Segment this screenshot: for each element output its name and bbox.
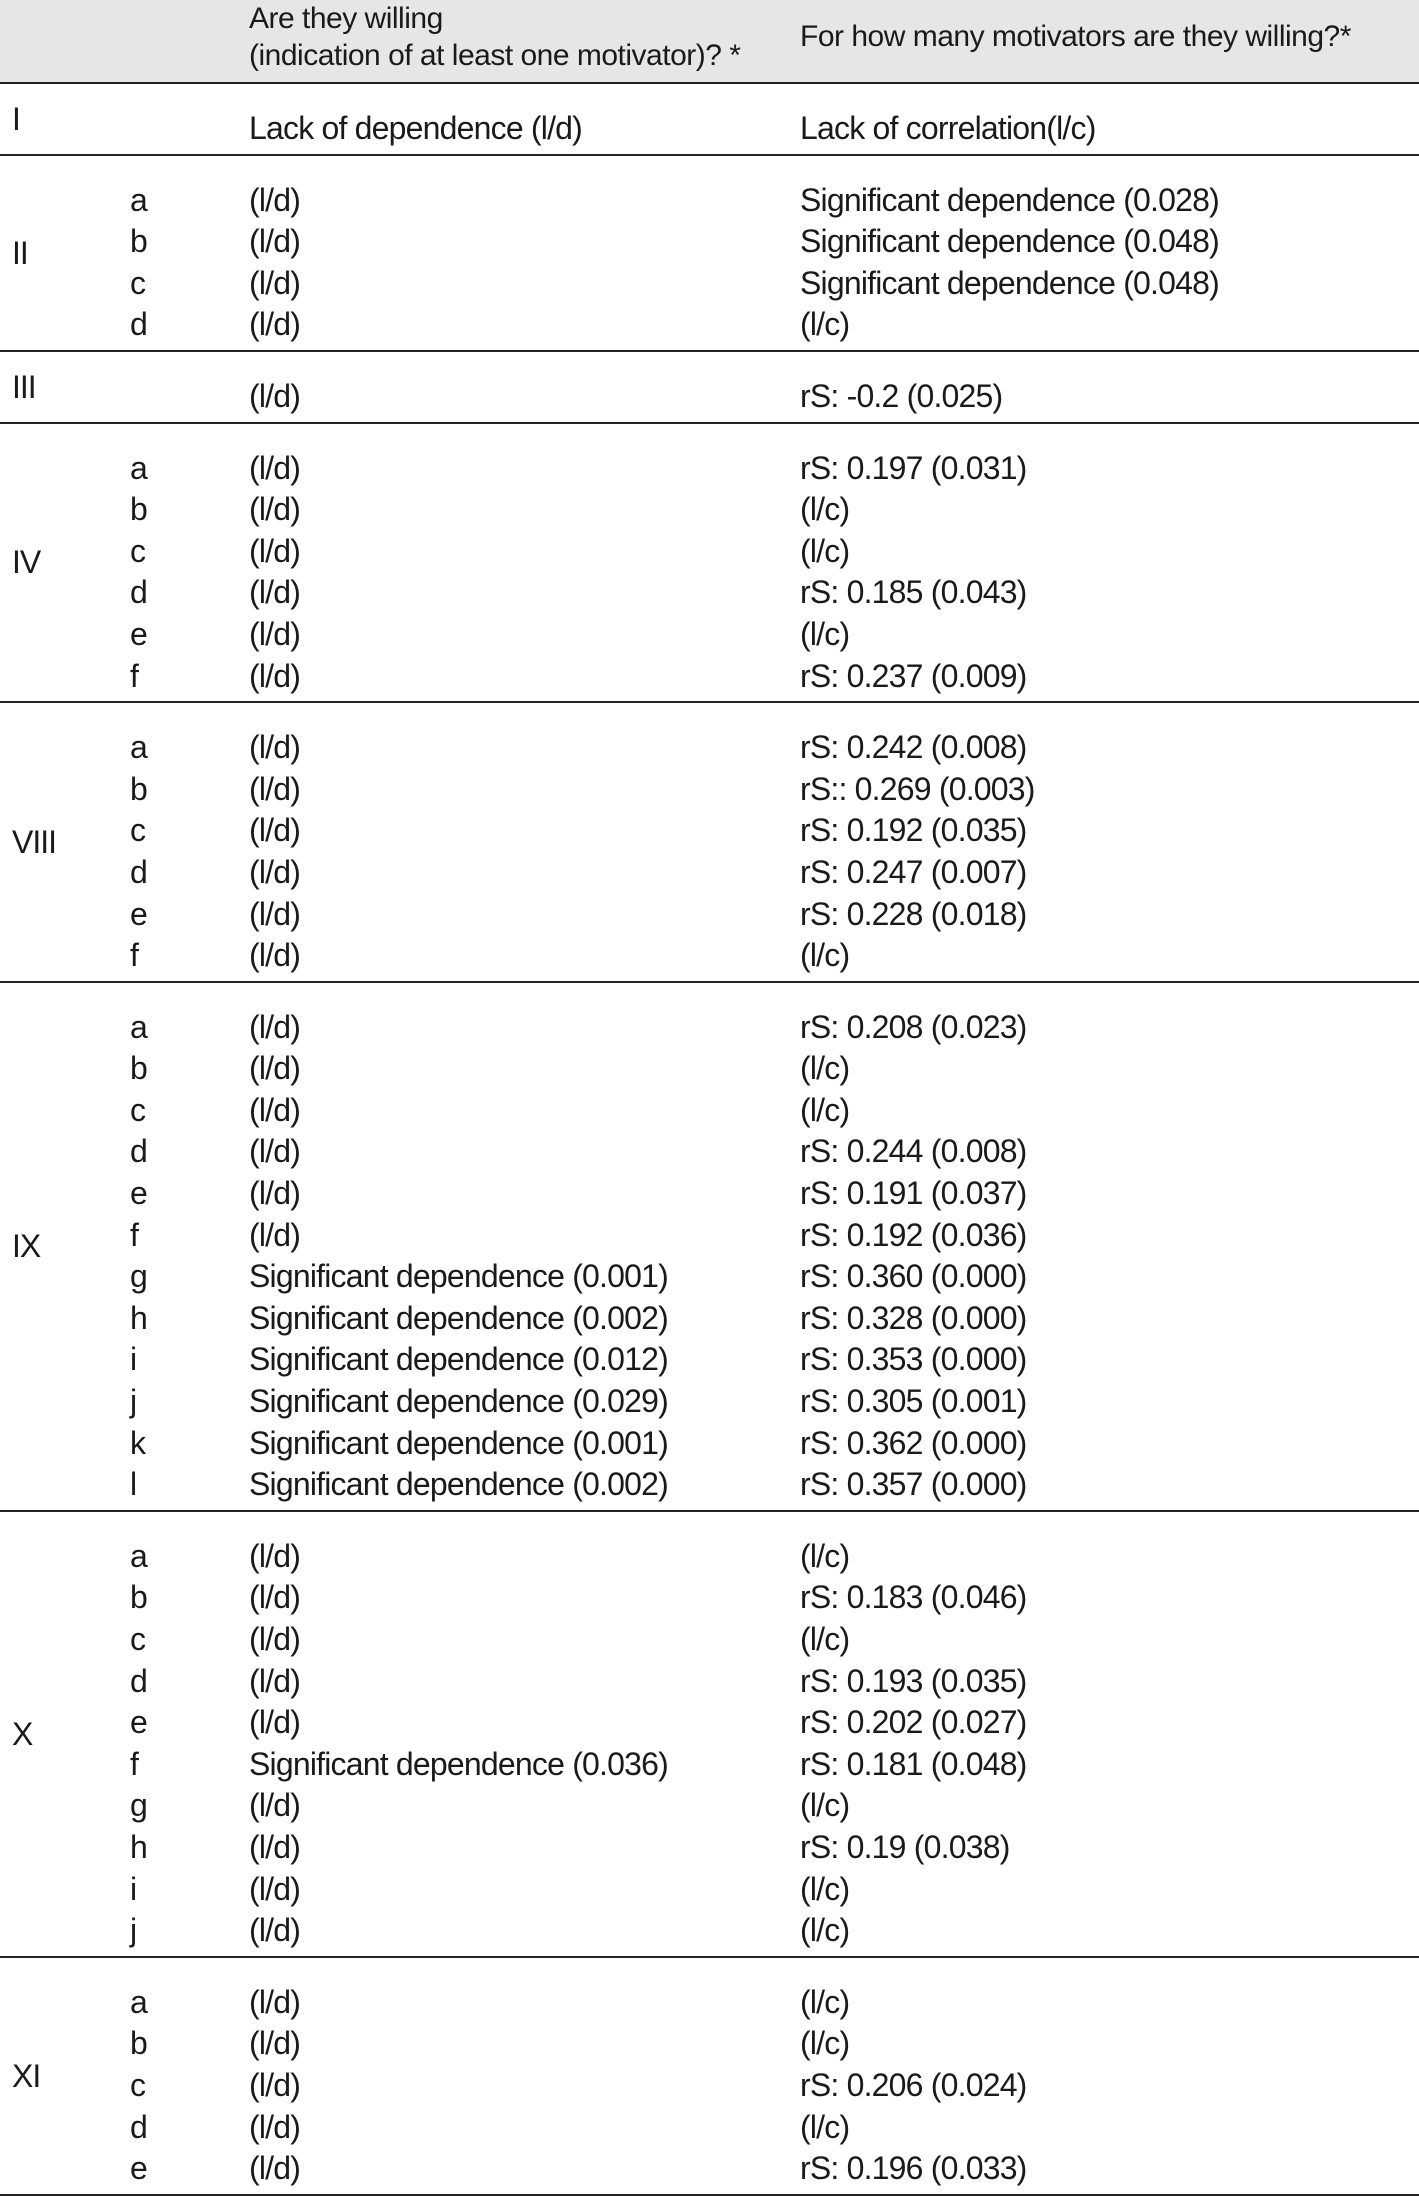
- willingness-result: (l/d): [249, 1579, 301, 1616]
- table-row: [0, 572, 1419, 614]
- column-header-willing: [249, 0, 740, 74]
- table-row: [0, 769, 1419, 811]
- willingness-result: (l/d): [249, 853, 301, 890]
- sub-item-letter: f: [130, 1216, 139, 1253]
- motivator-count-result: (l/c): [800, 1983, 850, 2020]
- row-group: [0, 1512, 1419, 1958]
- motivator-count-result: (l/c): [800, 1870, 850, 1907]
- willingness-result: (l/d): [249, 895, 301, 932]
- table-row: [0, 180, 1419, 222]
- table-row: [0, 1007, 1419, 1049]
- table-row: [0, 1869, 1419, 1911]
- sub-item-letter: b: [130, 2025, 147, 2062]
- willingness-result: (l/d): [249, 1133, 301, 1170]
- column-header-willing-line1: Are they willing: [249, 2, 443, 35]
- table-row: [0, 1381, 1419, 1423]
- willingness-result: (l/d): [249, 770, 301, 807]
- row-group: [0, 424, 1419, 704]
- motivator-count-result: rS: 0.357 (0.000): [800, 1466, 1027, 1503]
- table-row: [0, 614, 1419, 656]
- willingness-result: (l/d): [249, 223, 301, 260]
- willingness-result: Significant dependence (0.001): [249, 1258, 668, 1295]
- table-row: [0, 1619, 1419, 1661]
- sub-item-letter: j: [130, 1912, 137, 1949]
- motivator-count-result: rS: 0.242 (0.008): [800, 729, 1027, 766]
- sub-item-letter: a: [130, 729, 147, 766]
- motivator-count-result: (l/c): [800, 306, 850, 343]
- group-label: VIII: [12, 823, 57, 860]
- willingness-result: (l/d): [249, 264, 301, 301]
- motivator-count-result: rS: 0.244 (0.008): [800, 1133, 1027, 1170]
- motivator-count-result: (l/c): [800, 2108, 850, 2145]
- sub-item-letter: d: [130, 2108, 147, 2145]
- willingness-result: Significant dependence (0.002): [249, 1466, 668, 1503]
- sub-item-letter: d: [130, 574, 147, 611]
- group-label: XI: [12, 2057, 41, 2094]
- sub-item-letter: j: [130, 1383, 137, 1420]
- table-row: [0, 489, 1419, 531]
- table-row: [0, 304, 1419, 346]
- motivator-count-result: (l/c): [800, 2025, 850, 2062]
- group-rows: [0, 156, 1419, 350]
- motivator-count-result: rS: 0.185 (0.043): [800, 574, 1027, 611]
- motivator-count-result: rS: 0.181 (0.048): [800, 1745, 1027, 1782]
- motivator-count-result: rS: 0.328 (0.000): [800, 1299, 1027, 1336]
- group-rows: [0, 983, 1419, 1510]
- sub-item-letter: k: [130, 1424, 146, 1461]
- sub-item-letter: d: [130, 306, 147, 343]
- row-group: [0, 1958, 1419, 2196]
- motivator-count-result: rS: 0.362 (0.000): [800, 1424, 1027, 1461]
- table-row: [0, 263, 1419, 305]
- motivator-count-result: rS: 0.360 (0.000): [800, 1258, 1027, 1295]
- motivator-count-result: rS: 0.19 (0.038): [800, 1828, 1010, 1865]
- row-group: [0, 84, 1419, 156]
- motivator-count-result: Significant dependence (0.048): [800, 223, 1219, 260]
- motivator-count-result: rS: 0.305 (0.001): [800, 1383, 1027, 1420]
- sub-item-letter: d: [130, 1662, 147, 1699]
- willingness-result: (l/d): [249, 729, 301, 766]
- sub-item-letter: a: [130, 1983, 147, 2020]
- willingness-result: (l/d): [249, 2150, 301, 2187]
- motivator-count-result: rS: 0.353 (0.000): [800, 1341, 1027, 1378]
- willingness-result: Significant dependence (0.002): [249, 1299, 668, 1336]
- motivator-count-result: rS:: 0.269 (0.003): [800, 770, 1035, 807]
- motivator-count-result: rS: -0.2 (0.025): [800, 377, 1003, 414]
- willingness-result: (l/d): [249, 2108, 301, 2145]
- willingness-result: (l/d): [249, 1216, 301, 1253]
- sub-item-letter: c: [130, 532, 146, 569]
- motivator-count-result: (l/c): [800, 491, 850, 528]
- table-row: [0, 1577, 1419, 1619]
- willingness-result: (l/d): [249, 1537, 301, 1574]
- sub-item-letter: h: [130, 1299, 147, 1336]
- table-row: [0, 1048, 1419, 1090]
- willingness-result: (l/d): [249, 306, 301, 343]
- table-row: [0, 531, 1419, 573]
- motivator-count-result: rS: 0.206 (0.024): [800, 2066, 1027, 2103]
- motivator-count-result: rS: 0.193 (0.035): [800, 1662, 1027, 1699]
- willingness-result: (l/d): [249, 574, 301, 611]
- table-row: [0, 1536, 1419, 1578]
- table-row: [0, 376, 1419, 418]
- motivator-count-result: (l/c): [800, 1787, 850, 1824]
- group-label: IX: [12, 1228, 41, 1265]
- sub-item-letter: l: [130, 1466, 137, 1503]
- sub-item-letter: b: [130, 223, 147, 260]
- sub-item-letter: i: [130, 1341, 137, 1378]
- willingness-result: (l/d): [249, 812, 301, 849]
- willingness-result: (l/d): [249, 2066, 301, 2103]
- group-label: I: [12, 100, 20, 137]
- table-row: [0, 1339, 1419, 1381]
- sub-item-letter: b: [130, 491, 147, 528]
- table-row: [0, 221, 1419, 263]
- willingness-result: (l/d): [249, 1828, 301, 1865]
- sub-item-letter: a: [130, 449, 147, 486]
- table-row: [0, 1090, 1419, 1132]
- motivator-count-result: rS: 0.208 (0.023): [800, 1008, 1027, 1045]
- sub-item-letter: i: [130, 1870, 137, 1907]
- group-rows: [0, 1958, 1419, 2194]
- sub-item-letter: e: [130, 1704, 147, 1741]
- motivator-count-result: (l/c): [800, 1621, 850, 1657]
- motivator-count-result: rS: 0.196 (0.033): [800, 2150, 1027, 2187]
- sub-item-letter: f: [130, 657, 139, 694]
- column-header-motivators: For how many motivators are they willing?*: [800, 20, 1351, 53]
- motivator-count-result: rS: 0.237 (0.009): [800, 657, 1027, 694]
- sub-item-letter: d: [130, 1133, 147, 1170]
- table-row: [0, 1173, 1419, 1215]
- row-group: [0, 156, 1419, 352]
- table-row: [0, 1131, 1419, 1173]
- willingness-result: (l/d): [249, 449, 301, 486]
- willingness-result: (l/d): [249, 1704, 301, 1741]
- table-row: [0, 1982, 1419, 2024]
- motivator-count-result: rS: 0.228 (0.018): [800, 895, 1027, 932]
- table-row: [0, 1785, 1419, 1827]
- sub-item-letter: d: [130, 853, 147, 890]
- table-row: [0, 810, 1419, 852]
- sub-item-letter: b: [130, 770, 147, 807]
- sub-item-letter: c: [130, 812, 146, 849]
- table-row: [0, 2148, 1419, 2190]
- row-group: [0, 983, 1419, 1512]
- willingness-result: (l/d): [249, 377, 301, 414]
- motivator-count-result: (l/c): [800, 1537, 850, 1574]
- group-rows: [0, 84, 1419, 154]
- motivator-count-result: Significant dependence (0.028): [800, 181, 1219, 218]
- table-row: [0, 1464, 1419, 1506]
- sub-item-letter: f: [130, 937, 139, 974]
- table-header: [0, 0, 1419, 84]
- willingness-result: (l/d): [249, 181, 301, 218]
- sub-item-letter: a: [130, 1537, 147, 1574]
- table-row: [0, 1910, 1419, 1952]
- motivator-count-result: rS: 0.202 (0.027): [800, 1704, 1027, 1741]
- sub-item-letter: e: [130, 1175, 147, 1212]
- sub-item-letter: a: [130, 181, 147, 218]
- willingness-result: (l/d): [249, 1870, 301, 1907]
- motivator-count-result: Significant dependence (0.048): [800, 264, 1219, 301]
- table-row: [0, 1744, 1419, 1786]
- sub-item-letter: a: [130, 1008, 147, 1045]
- motivator-count-result: rS: 0.192 (0.035): [800, 812, 1027, 849]
- motivator-count-result: (l/c): [800, 1050, 850, 1087]
- table-row: [0, 2107, 1419, 2149]
- column-header-willing-line2: (indication of at least one motivator)? *: [249, 39, 741, 72]
- table-row: [0, 2023, 1419, 2065]
- motivator-count-result: (l/c): [800, 1091, 850, 1128]
- group-rows: [0, 424, 1419, 702]
- table-row: [0, 727, 1419, 769]
- willingness-result: (l/d): [249, 937, 301, 974]
- willingness-result: (l/d): [249, 1912, 301, 1949]
- motivator-count-result: (l/c): [800, 532, 850, 569]
- motivator-count-result: rS: 0.247 (0.007): [800, 853, 1027, 890]
- table-row: [0, 2065, 1419, 2107]
- motivator-count-result: rS: 0.183 (0.046): [800, 1579, 1027, 1616]
- willingness-result: (l/d): [249, 615, 301, 652]
- table-row: [0, 108, 1419, 150]
- sub-item-letter: c: [130, 264, 146, 301]
- sub-item-letter: g: [130, 1258, 147, 1295]
- group-rows: [0, 703, 1419, 981]
- willingness-result: (l/d): [249, 657, 301, 694]
- group-rows: [0, 1512, 1419, 1956]
- willingness-result: (l/d): [249, 1091, 301, 1128]
- sub-item-letter: e: [130, 2150, 147, 2187]
- group-label: III: [12, 368, 36, 405]
- willingness-result: (l/d): [249, 1008, 301, 1045]
- table-row: [0, 1827, 1419, 1869]
- group-label: IV: [12, 544, 41, 581]
- willingness-result: (l/d): [249, 1175, 301, 1212]
- willingness-result: Significant dependence (0.001): [249, 1424, 668, 1461]
- willingness-result: Lack of dependence (l/d): [249, 110, 583, 146]
- willingness-result: (l/d): [249, 1621, 301, 1657]
- row-group: [0, 352, 1419, 424]
- willingness-result: (l/d): [249, 1050, 301, 1087]
- willingness-result: (l/d): [249, 532, 301, 569]
- sub-item-letter: c: [130, 2066, 146, 2103]
- willingness-result: (l/d): [249, 1787, 301, 1824]
- group-label: X: [12, 1715, 33, 1752]
- table-row: [0, 1298, 1419, 1340]
- table-row: [0, 852, 1419, 894]
- sub-item-letter: b: [130, 1579, 147, 1616]
- group-label: II: [12, 234, 28, 271]
- sub-item-letter: e: [130, 895, 147, 932]
- sub-item-letter: f: [130, 1745, 139, 1782]
- willingness-result: Significant dependence (0.029): [249, 1383, 668, 1420]
- motivator-count-result: rS: 0.192 (0.036): [800, 1216, 1027, 1253]
- table-row: [0, 448, 1419, 490]
- motivator-count-result: rS: 0.197 (0.031): [800, 449, 1027, 486]
- willingness-result: Significant dependence (0.012): [249, 1341, 668, 1378]
- table-row: [0, 935, 1419, 977]
- sub-item-letter: g: [130, 1787, 147, 1824]
- table-row: [0, 1256, 1419, 1298]
- willingness-result: Significant dependence (0.036): [249, 1745, 668, 1782]
- motivator-count-result: Lack of correlation(l/c): [800, 110, 1096, 146]
- group-rows: [0, 352, 1419, 422]
- motivator-count-result: (l/c): [800, 937, 850, 974]
- table-row: [0, 1702, 1419, 1744]
- sub-item-letter: c: [130, 1091, 146, 1128]
- table-row: [0, 656, 1419, 698]
- sub-item-letter: e: [130, 615, 147, 652]
- row-group: [0, 703, 1419, 983]
- motivator-count-result: rS: 0.191 (0.037): [800, 1175, 1027, 1212]
- table-row: [0, 1215, 1419, 1257]
- willingness-result: (l/d): [249, 491, 301, 528]
- willingness-result: (l/d): [249, 2025, 301, 2062]
- willingness-result: (l/d): [249, 1983, 301, 2020]
- motivator-count-result: (l/c): [800, 615, 850, 652]
- table-row: [0, 1423, 1419, 1465]
- willingness-result: (l/d): [249, 1662, 301, 1699]
- sub-item-letter: h: [130, 1828, 147, 1865]
- sub-item-letter: b: [130, 1050, 147, 1087]
- table-row: [0, 894, 1419, 936]
- table-body: [0, 84, 1419, 2196]
- sub-item-letter: c: [130, 1621, 146, 1657]
- motivator-count-result: (l/c): [800, 1912, 850, 1949]
- table-row: [0, 1661, 1419, 1703]
